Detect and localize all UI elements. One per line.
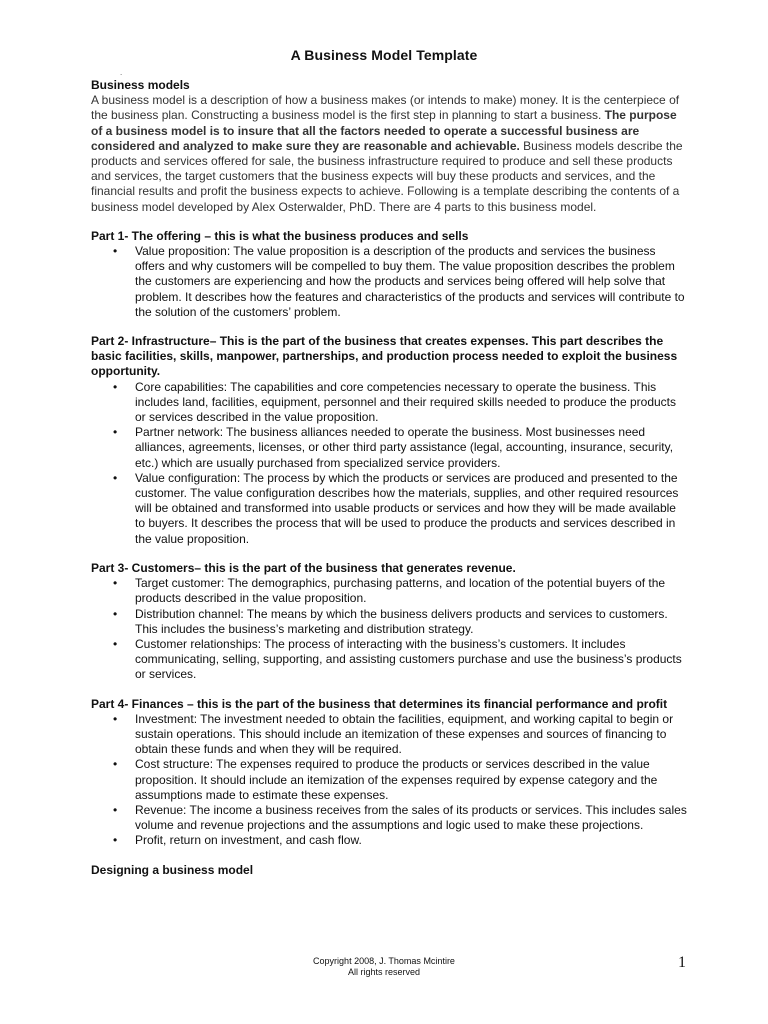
list-item: • Investment: The investment needed to obtain the facilities, equipment, and working capital to begin or sustain operations. This should include an itemization of these expenses and sources of financing to obtain these funds and when they will be required. xyxy=(113,711,674,757)
list-item-text: Value configuration: The process by which the products or services are produced and presented to the customer. The value configuration describes how the materials, supplies, and other required resources will be obtained and transformed into usable products or services and how they will be made available to buyers. It describes the process that will be used to produce the products and services described in the value proposition. xyxy=(135,470,679,546)
part-4-heading: Part 4- Finances – this is the part of the business that determines its financial performance and profit xyxy=(91,696,668,711)
document-body xyxy=(91,78,687,878)
footer xyxy=(0,956,768,978)
part-1-list xyxy=(91,244,687,320)
list-item-text: Customer relationships: The process of interacting with the business’s customers. It includes communicating, selling, supporting, and assisting customers purchase and use the business’s products or services. xyxy=(135,636,682,682)
footer-copyright: Copyright 2008, J. Thomas Mcintire xyxy=(313,956,455,966)
list-item: • Partner network: The business alliances needed to operate the business. Most businesses need alliances, agreements, licenses, or other third party assistance (legal, accounting, insurance, security, etc.) which are usually purchased from specialized service providers. xyxy=(113,425,674,470)
section-heading-business-models: Business models xyxy=(91,78,190,92)
intro-paragraph xyxy=(91,93,687,215)
list-item: • Target customer: The demographics, purchasing patterns, and location of the potential buyers of the products described in the value proposition. xyxy=(113,576,666,606)
part-1-heading: Part 1- The offering – this is what the business produces and sells xyxy=(91,228,469,243)
list-item-text: Value proposition: The value proposition is a description of the products and services the business offers and why customers will be compelled to buy them. The value proposition describes the problem the customers are experiencing and how the products and services being offered will help solve that problem. It describes how the features and characteristics of the products and services will contribute to the solution of the customers’ problem. xyxy=(135,244,685,319)
part-4-list xyxy=(91,712,687,849)
list-item-text: Cost structure: The expenses required to produce the products or services described in the value proposition. It should include an itemization of the expenses required by expense category and the assumptions made to estimate these expenses. xyxy=(135,757,658,802)
list-item-text: Core capabilities: The capabilities and core competencies necessary to operate the business. This includes land, facilities, equipment, personnel and their required skills needed to produce the products or services described in the value proposition. xyxy=(135,379,676,425)
list-item: • Customer relationships: The process of interacting with the business’s customers. It includes communicating, selling, supporting, and assisting customers purchase and use the business’s products or services. xyxy=(113,636,682,682)
stray-dot: . xyxy=(120,68,123,77)
closing-heading: Designing a business model xyxy=(91,862,254,877)
list-item: • Cost structure: The expenses required to produce the products or services described in the value proposition. It should include an itemization of the expenses required by expense category and the assumptions made to estimate these expenses. xyxy=(113,757,658,802)
page-number: 1 xyxy=(678,954,686,971)
intro-bold-text: The purpose of a business model is to insure that all the factors needed to operate a successful business are considered and analyzed to make sure they are reasonable and achievable. xyxy=(91,108,677,153)
list-item: • Revenue: The income a business receives from the sales of its products or services. This includes sales volume and revenue projections and the assumptions and logic used to make these projections. xyxy=(113,802,687,833)
list-item: • Value proposition: The value proposition is a description of the products and services the business offers and why customers will be compelled to buy them. The value proposition describes the problem the customers are experiencing and how the products and services being offered will help solve that problem. It describes how the features and characteristics of the products and services will contribute to the solution of the customers’ problem. xyxy=(113,244,685,319)
list-item-text: Target customer: The demographics, purchasing patterns, and location of the potential buyers of the products described in the value proposition. xyxy=(135,576,666,606)
list-item-text: Distribution channel: The means by which the business delivers products and services to customers. This includes the business’s marketing and distribution strategy. xyxy=(135,606,668,636)
intro-text-1: A business model is a description of how a business makes (or intends to make) money. It is the centerpiece of the business plan. Constructing a business model is the first step in planning to start a business. xyxy=(91,93,680,123)
list-item-text: Investment: The investment needed to obtain the facilities, equipment, and working capital to begin or sustain operations. This should include an itemization of these expenses and sources of financing to obtain these funds and when they will be required. xyxy=(135,711,674,757)
list-item: • Distribution channel: The means by which the business delivers products and services to customers. This includes the business’s marketing and distribution strategy. xyxy=(113,606,668,636)
list-item-text: Profit, return on investment, and cash flow. xyxy=(135,833,362,848)
part-2-heading: Part 2- Infrastructure– This is the part of the business that creates expenses. This part describes the basic facilities, skills, manpower, partnerships, and production process needed to exploit the business opportunity. xyxy=(91,334,678,379)
list-item-text: Revenue: The income a business receives from the sales of its products or services. This includes sales volume and revenue projections and the assumptions and logic used to make these projections. xyxy=(135,802,687,833)
list-item: • Profit, return on investment, and cash flow. xyxy=(113,833,362,848)
part-3-list xyxy=(91,576,687,682)
list-item: • Core capabilities: The capabilities and core competencies necessary to operate the business. This includes land, facilities, equipment, personnel and their required skills needed to produce the products or services described in the value proposition. xyxy=(113,379,676,425)
document-title: A Business Model Template xyxy=(290,47,478,63)
list-item-text: Partner network: The business alliances needed to operate the business. Most businesses need alliances, agreements, licenses, or other third party assistance (legal, accounting, insurance, security, etc.) which are usually purchased from specialized service providers. xyxy=(135,425,674,470)
footer-rights: All rights reserved xyxy=(347,967,421,977)
list-item: • Value configuration: The process by which the products or services are produced and presented to the customer. The value configuration describes how the materials, supplies, and other required resources will be obtained and transformed into usable products or services and how they will be made available to buyers. It describes the process that will be used to produce the products and services described in the value proposition. xyxy=(113,470,679,546)
part-3-heading: Part 3- Customers– this is the part of the business that generates revenue. xyxy=(91,560,516,575)
part-2-list xyxy=(91,380,687,547)
intro-text-2: Business models describe the products and services offered for sale, the business infrastructure required to produce and sell these products and services, the target customers that the business expects will buy these products and services, and the financial results and profit the business expects to achieve. Following is a template describing the contents of a business model developed by Alex Osterwalder, PhD. There are 4 parts to this business model. xyxy=(91,138,683,214)
